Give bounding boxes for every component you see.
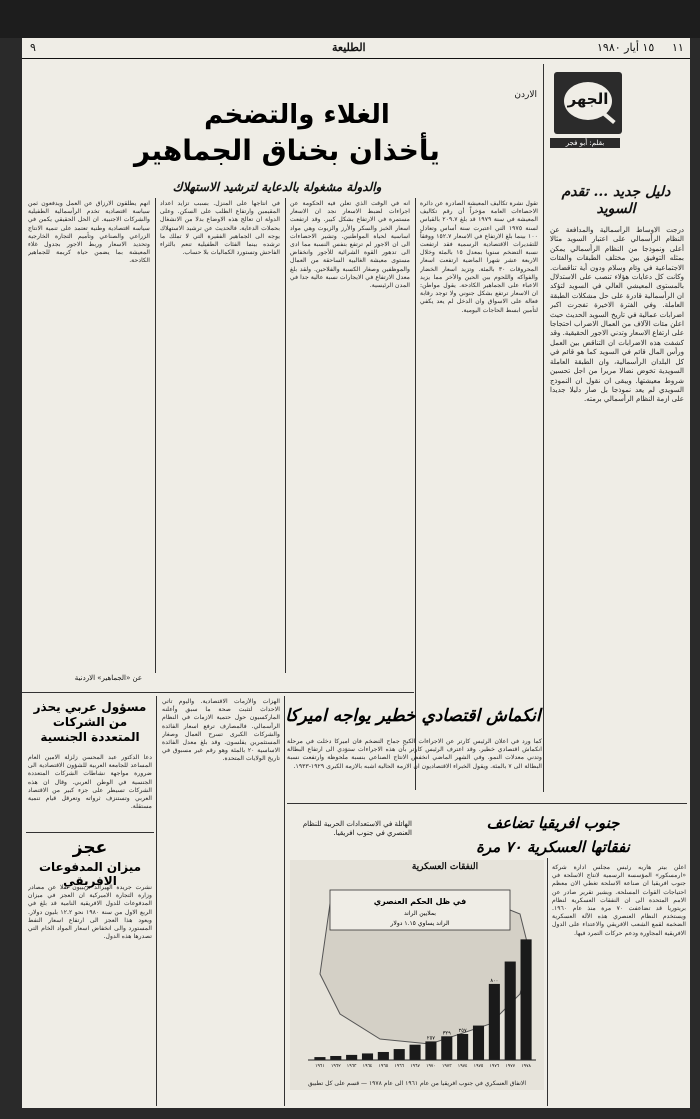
america-article-body: كما ورد في اعلان الرئيس كارتر عن الاجراءات الكبح جماح التضخم فان اميركا دخلت في مرحلة انكماش اقتصادي خطير. وقد اعترف الرئيس كارتر بأن هذه الاجراءات ستؤدي الى ارتفاع البطالة وتدني معدلات النمو. وفي الشهر الماضي انخفض الانتاج الصناعي بنسبة ملحوظة وارتفعت نسبة البطالة الى ٧ بالمئة. ويقول الخبراء الاقتصاديون ان الازمة الحالية اشبه بالازمة الكبرى ١٩٢٩-١٩٣٣. [287,738,542,770]
edge-number: ١١ [672,41,684,54]
chart-x-tick-label: ١٩٦٣ [346,1064,357,1069]
chart-bar [441,1036,452,1060]
chart-ylabel: بملايين الراند [404,910,436,917]
deficit-body: نشرت جريدة الهيرالد تريبيون نقلا عن مصادر وزارة التجارة الاميركية ان العجز في ميزان المدفوعات للدول الافريقية النامية قد بلغ في الربع الاول من سنة ١٩٨٠ نحو ١٢.٢ بليون دولار. ويعود هذا العجز الى ارتفاع اسعار النفط المستورد والى انخفاض اسعار المواد الخام التي تصدرها هذه الدول. [28,884,152,941]
main-headline-1: الغلاء والتضخم [204,100,390,130]
main-headline-2: يأخذان بخناق الجماهير [134,134,440,167]
chart-x-tick-label: ١٩٦٤ [362,1064,373,1069]
chart-box-title: النفقات العسكرية [411,862,479,872]
america-headline: انكماش اقتصادي خطير يواجه اميركا [285,706,541,726]
main-article-credit: عن «الجماهير» الاردنية [74,674,142,682]
column-logo: الجهر [554,72,622,134]
chart-x-tick-label: ١٩٦٦ [394,1064,405,1069]
chart-x-tick-label: ١٩٦٥ [378,1064,389,1069]
chart-bar [346,1055,357,1060]
main-article-col3: في انتاجها على المنزل. بسبب تزايد اعداد المقيمين وارتفاع الطلب على السكن. وعلى الدولة ان تعالج هذه الاوضاع بدلا من الانشغال بحملات الدعاية. فالحديث عن ترشيد الاستهلاك يوجه الى الجماهير الفقيرة التي لا تملك ما ترشده بينما الفئات الطفيلية تنعم بالثراء الفاحش وتستورد الكماليات بلا حساب. [160,200,280,257]
chart-bar [457,1034,468,1060]
chart-x-tick-label: ١٩٦٧ [410,1064,420,1069]
crisis-article-body: الهزات والأزمات الاقتصادية. واليوم تأتي الاحداث لتثبت صحة ما سبق وأعلنه الماركسيون حول حتمية الازمات في النظام الرأسمالي. فالمصارف ترفع اسعار الفائدة والشركات الكبرى تسرح العمال وصغار المستثمرين يفلسون. وقد بلغ معدل الفائدة الاساسية ٢٠ بالمئة وهو رقم غير مسبوق في تاريخ الولايات المتحدة. [162,698,280,763]
south-africa-body: اعلن بيتر هاريه رئيس مجلس ادارة شركة «ارمسكور» المؤسسة الرسمية لانتاج الاسلحة في جنوب افريقيا ان صناعة الاسلحة تغطي الان معظم احتياجات القوات المسلحة. ويشير تقرير صادر عن الامم المتحدة الى ان النفقات العسكرية لنظام بريتوريا قد تضاعفت ٧٠ مرة منذ عام ١٩٦٠. ويستخدم النظام العنصري هذه الآلة العسكرية الضخمة لقمع الشعب الافريقي والاعتداء على الدول الافريقية المجاورة ودعم حركات التمرد فيها. [552,864,686,937]
chart-bar [410,1045,421,1060]
chart-bar [330,1056,341,1060]
deficit-headline-1: عجز [72,838,108,858]
column-author: بقلم: أبو فجر [550,138,620,148]
military-spending-chart [290,874,544,1084]
chart-title: في ظل الحكم العنصري [373,897,467,906]
chart-value-label: ٢٥٧ [426,1035,435,1042]
main-article-col4: انهم يطلقون الارزاق عن العمل ويدفعون ثمن سياسة اقتصادية تخدم الرأسمالية الطفيلية والشركات الاجنبية. ان الحل الحقيقي يكمن في سياسة اقتصادية وطنية تعتمد على تنمية الانتاج الزراعي والصناعي وتأميم التجارة الخارجية وتحديد الاسعار وربط الاجور بجدول غلاء المعيشة بما يضمن حياة كريمة للجماهير الكادحة. [28,200,150,265]
chart-bar [378,1052,389,1060]
chart-x-tick-label: ١٩٧٠ [426,1064,436,1069]
newspaper-page [22,38,690,1108]
column-body: درجت الاوساط الرأسمالية والمدافعة عن النظام الرأسمالي على اعتبار السويد مثالا أعلى ونموذجا من النظام الرأسمالي يمكن بمثله التوفيق بين مختلف الطبقات والفئات الاجتماعية في وئام وسلام ودون أية تناقضات. وكانت كل دعايات هؤلاء تنصب على الاستدلال بالمستوى المعيشي العالي في السويد لتؤكد ان الرأسمالية قادرة على حل مشكلات الطبقة العاملة. وفي الفترة الاخيرة تفجرت اكبر اضرابات عمالية في تاريخ السويد الحديث حيث اعلن مئات الآلاف من العمال الاضراب احتجاجا على ارتفاع الاسعار وتدني الاجور الحقيقية. وقد كشفت هذه الاضرابات ان التناقض بين العمل ورأس المال قائم في السويد كما هو قائم في كل البلدان الرأسمالية، وان الطبقة العاملة السويدية تخوض نضالا مريرا من اجل تحسين شروط معيشتها. ويبقى ان نقول ان النموذج السويدي لم يعد نموذجا بل صار دليلا جديدا على ازمة النظام الرأسمالي برمته. [550,226,684,404]
main-article-col1: تقول نشرة تكاليف المعيشة الصادرة عن دائرة الاحصاءات العامة مؤخراً أن رقم تكاليف المعيشة في سنة ١٩٧٩ قد بلغ ٢٠٩.٧ بالقياس لسنة ١٩٧٥ التي اعتبرت سنة أساس وتعادل ١٠٠ بينما بلغ الارتفاع في الاسعار ١٥٢.٧ ووفقاً للتقديرات الاقتصادية الرسمية فقد ارتفعت نسبة التضخم سنويا بمعدل ١٥ بالمئة وخلال الاربعة عشر شهرا الماضية ارتفعت اسعار المحروقات ٣٠ بالمئة. وتزيد اسعار الخضار والفواكه واللحوم بين الحين والآخر مما يزيد الاعباء على الجماهير الكادحة. يقول مواطن: ان الاسعار ترتفع بشكل جنوني ولا توجد رقابة فعالة على الاسواق وان الدخل لم يعد يكفي لتأمين ابسط الحاجات اليومية. [420,200,538,314]
column-title: دليل جديد ... تقدم السويد [561,184,671,217]
chart-x-tick-label: ١٩٦١ [315,1064,325,1069]
chart-bar [394,1049,405,1060]
page-header [22,38,690,59]
scan-border [0,0,700,38]
chart-bar [521,939,532,1060]
south-africa-intro: الهائلة في الاستعدادات الحربية للنظام العنصري في جنوب افريقيا. [302,820,412,837]
chart-note: الراند يساوي ١.١٥ دولار [390,920,450,927]
issue-date: ١٥ أيار ١٩٨٠ [597,41,655,54]
column-box [548,66,688,786]
chart-x-tick-label: ١٩٧٥ [473,1064,484,1069]
chart-x-tick-label: ١٩٧٣ [441,1064,452,1069]
south-africa-headline-2: نفقاتها العسكرية ٧٠ مرة [476,838,630,856]
chart-bar [489,984,500,1060]
page-number: ٩ [30,41,36,54]
newspaper-name: الطليعة [332,41,366,54]
chart-x-tick-label: ١٩٦٢ [330,1064,341,1069]
chart-bar [473,1026,484,1060]
arab-warning-headline: مسؤول عربي يحذر من الشركات المتعددة الجنسية [33,700,147,744]
chart-panel [290,860,544,1090]
chart-bar [425,1041,436,1060]
chart-value-label: ٨٠٠ [490,977,499,984]
main-subtitle: والدولة مشغولة بالدعاية لترشيد الاستهلاك [172,180,382,194]
chart-x-tick-label: ١٩٧٧ [505,1064,516,1069]
main-article-col2: انه في الوقت الذي تعلن فيه الحكومة عن اجراءات لضبط الاسعار نجد ان الاسعار مستمرة في الارتفاع بشكل كبير. وقد ارتفعت اسعار الخبز والسكر والأرز والزيوت وهي مواد اساسية لحياة المواطنين. وتشير الاحصاءات الى ان الاجور لم ترتفع بنفس النسبة مما ادى الى تدهور القوة الشرائية للأجور وانخفاض مستوى معيشة الغالبية الساحقة من العمال والموظفين وصغار الكسبة والفلاحين. ولقد بلغ معدل الارتفاع في الايجارات نسبة عالية جدا في المدن الرئيسية. [290,200,410,290]
chart-caption: الانفاق العسكري في جنوب افريقيا من عام ١٩٦١ الى عام ١٩٧٨ — قسم على كل تطبيق [308,1080,526,1087]
arab-warning-body: دعا الدكتور عبد المحسن زلزلة الامين العام المساعد للجامعة العربية للشؤون الاقتصادية الى ضرورة مواجهة نشاطات الشركات المتعددة الجنسية في الوطن العربي. وقال ان هذه الشركات تسيطر على جزء كبير من الاقتصاد العربي وتستنزف ثرواته وتعرقل قيام تنمية مستقلة. [28,754,152,811]
chart-value-label: ٢٥٧ [458,1027,467,1034]
south-africa-headline-1: جنوب افريقيا تضاعف [486,814,620,832]
chart-x-tick-label: ١٩٧٤ [457,1064,468,1069]
article-location: الاردن [514,90,537,100]
chart-bar [362,1053,373,1060]
deficit-headline-2: ميزان المدفوعات الافريقي [38,860,142,888]
chart-x-tick-label: ١٩٧٦ [489,1064,500,1069]
chart-x-tick-label: ١٩٧٨ [521,1064,531,1069]
chart-value-label: ٣٢٩ [442,1030,451,1037]
magnifier-icon [602,112,615,124]
chart-bar [505,962,516,1060]
